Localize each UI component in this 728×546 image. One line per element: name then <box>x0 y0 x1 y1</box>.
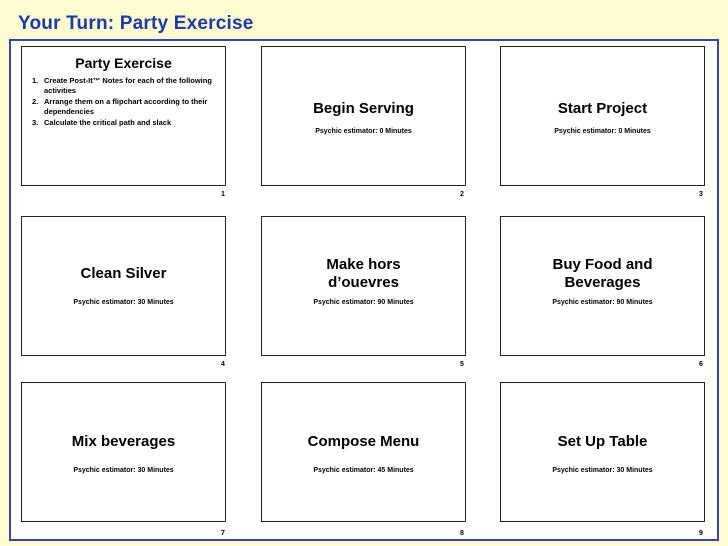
slide-number: 2 <box>460 191 464 198</box>
estimate-text: Psychic estimator: 30 Minutes <box>73 467 174 474</box>
step-number: 3. <box>32 118 39 127</box>
estimate-text: Psychic estimator: 30 Minutes <box>73 299 174 306</box>
activity-title: Mix beverages <box>71 433 176 450</box>
slide-number: 1 <box>221 191 225 198</box>
slide-thumbnail-5 <box>261 216 466 356</box>
activity-title-line-2: d’ouevres <box>328 274 399 291</box>
estimate-text: Psychic estimator: 0 Minutes <box>315 128 412 135</box>
instruction-list <box>32 76 225 130</box>
estimate-text: Psychic estimator: 45 Minutes <box>313 467 414 474</box>
slide-thumbnail-8 <box>261 382 466 522</box>
slide-number: 9 <box>699 530 703 537</box>
slide-thumbnail-6 <box>500 216 705 356</box>
estimate-text: Psychic estimator: 90 Minutes <box>552 299 653 306</box>
slide-thumbnail-1 <box>21 46 226 186</box>
slide-handout-sheet <box>9 39 719 541</box>
activity-title-line-1: Make hors <box>326 256 401 273</box>
list-item <box>32 118 225 128</box>
step-text: Calculate the critical path and slack <box>44 118 172 127</box>
estimate-text: Psychic estimator: 90 Minutes <box>313 299 414 306</box>
list-item <box>32 76 225 95</box>
slide-thumbnail-4 <box>21 216 226 356</box>
slide-number: 5 <box>460 361 464 368</box>
slide-number: 8 <box>460 530 464 537</box>
slide-number: 7 <box>221 530 225 537</box>
slide-number: 6 <box>699 361 703 368</box>
activity-title: Clean Silver <box>80 265 167 282</box>
slide-number: 4 <box>221 361 225 368</box>
slide-thumbnail-7 <box>21 382 226 522</box>
page-title: Your Turn: Party Exercise <box>18 13 254 34</box>
slide-thumbnail-2 <box>261 46 466 186</box>
estimate-text: Psychic estimator: 0 Minutes <box>554 128 651 135</box>
slide-thumbnail-3 <box>500 46 705 186</box>
activity-title-line-2: Beverages <box>564 274 641 291</box>
slide-number: 3 <box>699 191 703 198</box>
list-item <box>32 97 225 116</box>
estimate-text: Psychic estimator: 30 Minutes <box>552 467 653 474</box>
slide-heading: Party Exercise <box>75 55 172 71</box>
activity-title: Start Project <box>557 100 648 117</box>
activity-title: Begin Serving <box>313 100 414 117</box>
step-number: 2. <box>32 97 39 106</box>
slide-thumbnail-9 <box>500 382 705 522</box>
step-text: Arrange them on a flipchart according to their dependencies <box>44 97 208 116</box>
activity-title: Set Up Table <box>557 433 648 450</box>
activity-title: Compose Menu <box>307 433 420 450</box>
activity-title-line-1: Buy Food and <box>552 256 653 273</box>
step-text: Create Post-It™ Notes for each of the following activities <box>44 76 212 95</box>
step-number: 1. <box>32 76 39 85</box>
